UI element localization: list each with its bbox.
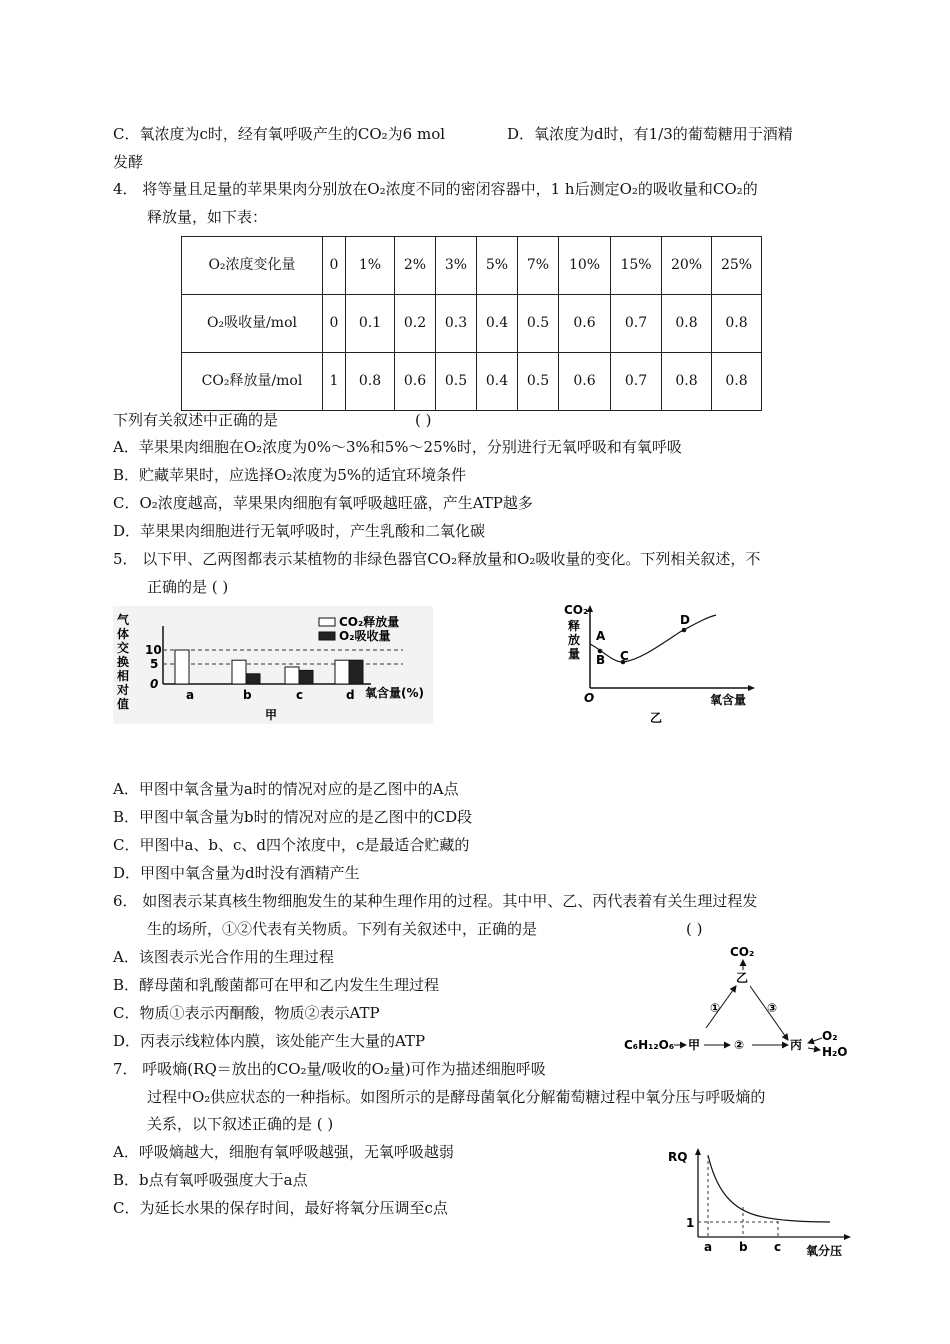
yi-curve-chart [560,600,760,730]
q6-stem-line1: 6． 如图表示某真核生物细胞发生的某种生理作用的过程。其中甲、乙、丙代表着有关生理过程发 [113,892,758,910]
table-cell: 0.5 [518,353,559,411]
q7-rq-graph [660,1145,860,1260]
header-cell: 2% [395,237,436,295]
table-cell: 0.1 [346,295,395,353]
q3-option-d-continued: 发酵 [113,153,144,171]
ylabel-char: 对 [117,683,130,697]
q5-option-d: D．甲图中氧含量为d时没有酒精产生 [113,864,360,882]
header-cell: 15% [611,237,662,295]
table-cell: 0.7 [611,295,662,353]
q6-respiration-diagram [622,940,852,1060]
q5-stem-line2: 正确的是 ( ) [147,578,229,596]
ylabel-char: 气 [117,613,130,627]
ylabel-char: 放 [568,633,581,647]
point-d-marker [682,628,687,633]
table-cell: 0.8 [662,353,712,411]
h2o-label: H₂O [822,1045,848,1059]
ytick-10: 10 [145,643,162,657]
q4-answer-bracket: ( ) [415,411,432,429]
table-cell: 0.3 [436,295,477,353]
header-cell: 5% [477,237,518,295]
legend-o2-swatch [319,632,335,640]
xtick-c: c [296,688,304,702]
table-cell: 0.8 [662,295,712,353]
table-cell: 0.5 [436,353,477,411]
x-axis-arrow [748,685,755,691]
q5-option-c: C．甲图中a、b、c、d四个浓度中，c是最适合贮藏的 [113,836,470,854]
q7-option-b: B．b点有氧呼吸强度大于a点 [113,1171,308,1189]
ylabel-char: 交 [117,641,130,655]
q4-question: 下列有关叙述中正确的是 [113,411,279,429]
bar-o2-absorb [246,674,260,684]
table-cell: 0.8 [712,295,762,353]
yi-xlabel: 氧含量 [710,693,747,707]
table-cell: 0.8 [346,353,395,411]
rq-xlabel: 氧分压 [806,1244,843,1258]
bar-o2-absorb [349,660,363,684]
q6-option-b: B．酵母菌和乳酸菌都可在甲和乙内发生生理过程 [113,976,440,994]
jia-label: 甲 [688,1038,701,1052]
table-cell: 0.6 [395,353,436,411]
bar-o2-absorb [299,670,313,684]
xtick-a: a [186,688,195,702]
substance-2-label: ② [734,1038,745,1052]
arrow-o2-to-bing [808,1038,822,1043]
q4-data-table [181,236,762,411]
q3-option-d: D．氧浓度为d时，有1/3的葡萄糖用于酒精 [507,125,793,143]
bar-co2-release [285,667,299,684]
q6-option-a: A．该图表示光合作用的生理过程 [113,948,334,966]
q7-option-a: A．呼吸熵越大，细胞有氧呼吸越强，无氧呼吸越弱 [113,1143,454,1161]
yi-label: 乙 [736,971,749,985]
q5-option-b: B．甲图中氧含量为b时的情况对应的是乙图中的CD段 [113,808,473,826]
table-row-co2 [182,353,762,411]
ylabel-char: 换 [117,655,130,669]
xtick-b: b [739,1240,748,1254]
q3-option-c: C．氧浓度为c时，经有氧呼吸产生的CO₂为6 mol [113,125,446,143]
legend-o2-label: O₂吸收量 [339,629,391,643]
q4-option-a: A．苹果果肉细胞在O₂浓度为0%～3%和5%～25%时，分别进行无氧呼吸和有氧呼吸 [113,438,682,456]
header-cell: 25% [712,237,762,295]
point-b-label: B [596,653,606,667]
q4-option-b: B．贮藏苹果时，应选择O₂浓度为5%的适宜环境条件 [113,466,467,484]
x-axis-arrow [844,1234,851,1240]
y-axis-arrow [695,1148,701,1155]
table-cell: 0 [323,295,346,353]
ylabel-char: 相 [117,669,130,683]
bing-label: 丙 [790,1038,803,1052]
header-cell: 7% [518,237,559,295]
respiration-diagram-svg [622,940,852,1060]
bar-co2-release [175,650,189,684]
header-cell: 20% [662,237,712,295]
q4-option-d: D．苹果果肉细胞进行无氧呼吸时，产生乳酸和二氧化碳 [113,522,486,540]
table-cell: 1 [323,353,346,411]
header-cell: 10% [559,237,611,295]
header-cell: 1% [346,237,395,295]
rq-ylabel: RQ [668,1150,688,1164]
legend-co2-label: CO₂释放量 [339,615,400,629]
q7-stem-line1: 7． 呼吸熵(RQ＝放出的CO₂量/吸收的O₂量)可作为描述细胞呼吸 [113,1060,546,1078]
q4-stem-line1: 4． 将等量且足量的苹果果肉分别放在O₂浓度不同的密闭容器中，1 h后测定O₂的吸收量和CO₂的 [113,180,758,198]
ylabel-char: 体 [117,627,130,641]
co2-label: CO₂ [730,945,755,959]
table-cell: 0.2 [395,295,436,353]
q5-figure-yi [560,600,760,730]
xtick-c: c [774,1240,782,1254]
rq-curve [708,1155,830,1222]
yi-caption: 乙 [650,711,663,725]
table-cell: 0.4 [477,295,518,353]
xtick-a: a [704,1240,713,1254]
jia-ylabel [116,612,130,711]
table-cell: 0.6 [559,353,611,411]
table-row-header [182,237,762,295]
table-cell: 0.7 [611,353,662,411]
q7-stem-line3: 关系，以下叙述正确的是 ( ) [147,1115,334,1133]
origin-label: 0 [150,677,159,691]
row-label: O₂浓度变化量 [182,237,323,295]
ylabel-char: 值 [117,697,130,711]
table-row-o2 [182,295,762,353]
q5-stem-line1: 5． 以下甲、乙两图都表示某植物的非绿色器官CO₂释放量和O₂吸收量的变化。下列相关叙述，不 [113,550,761,568]
bar-co2-release [232,660,246,684]
ytick-5: 5 [150,657,159,671]
substance-3-label: ③ [767,1001,778,1015]
point-d-label: D [680,613,690,627]
rq-curve-chart [660,1145,860,1260]
legend-co2-swatch [319,618,335,626]
origin-label: O [584,691,595,705]
table-cell: 0.4 [477,353,518,411]
q6-option-c: C．物质①表示丙酮酸，物质②表示ATP [113,1004,380,1022]
q5-figure-jia [113,606,433,724]
row-label: O₂吸收量/mol [182,295,323,353]
q7-option-c: C．为延长水果的保存时间，最好将氧分压调至c点 [113,1199,448,1217]
o2-label: O₂ [822,1029,838,1043]
arrow-bing-to-h2o [808,1048,820,1050]
q5-option-a: A．甲图中氧含量为a时的情况对应的是乙图中的A点 [113,780,459,798]
xtick-b: b [243,688,252,702]
co2-curve [590,615,716,662]
row-label: CO₂释放量/mol [182,353,323,411]
yi-ylabel-co2: CO₂ [564,603,589,617]
q4-option-c: C．O₂浓度越高，苹果果肉细胞有氧呼吸越旺盛，产生ATP越多 [113,494,533,512]
q6-option-d: D．丙表示线粒体内膜，该处能产生大量的ATP [113,1032,426,1050]
header-cell: 0 [323,237,346,295]
table-cell: 0.8 [712,353,762,411]
table-cell: 0.6 [559,295,611,353]
ylabel-char: 量 [568,647,581,661]
jia-bar-chart [113,606,433,724]
glucose-label: C₆H₁₂O₆ [624,1038,675,1052]
rq-tick-1: 1 [686,1216,695,1230]
point-c-label: C [620,649,629,663]
substance-1-label: ① [710,1001,721,1015]
xtick-d: d [346,688,355,702]
q7-stem-line2: 过程中O₂供应状态的一种指标。如图所示的是酵母菌氧化分解葡萄糖过程中氧分压与呼吸熵的 [147,1088,766,1106]
table-cell: 0.5 [518,295,559,353]
ylabel-char: 释 [568,619,581,633]
jia-caption: 甲 [265,708,278,722]
q6-stem-line2: 生的场所，①②代表有关物质。下列有关叙述中，正确的是 [147,920,538,938]
jia-xlabel: 氧含量(%) [365,686,424,700]
header-cell: 3% [436,237,477,295]
point-a-label: A [596,629,606,643]
q4-stem-line2: 释放量，如下表： [147,208,268,226]
q6-answer-bracket: ( ) [686,920,703,938]
bar-co2-release [335,660,349,684]
